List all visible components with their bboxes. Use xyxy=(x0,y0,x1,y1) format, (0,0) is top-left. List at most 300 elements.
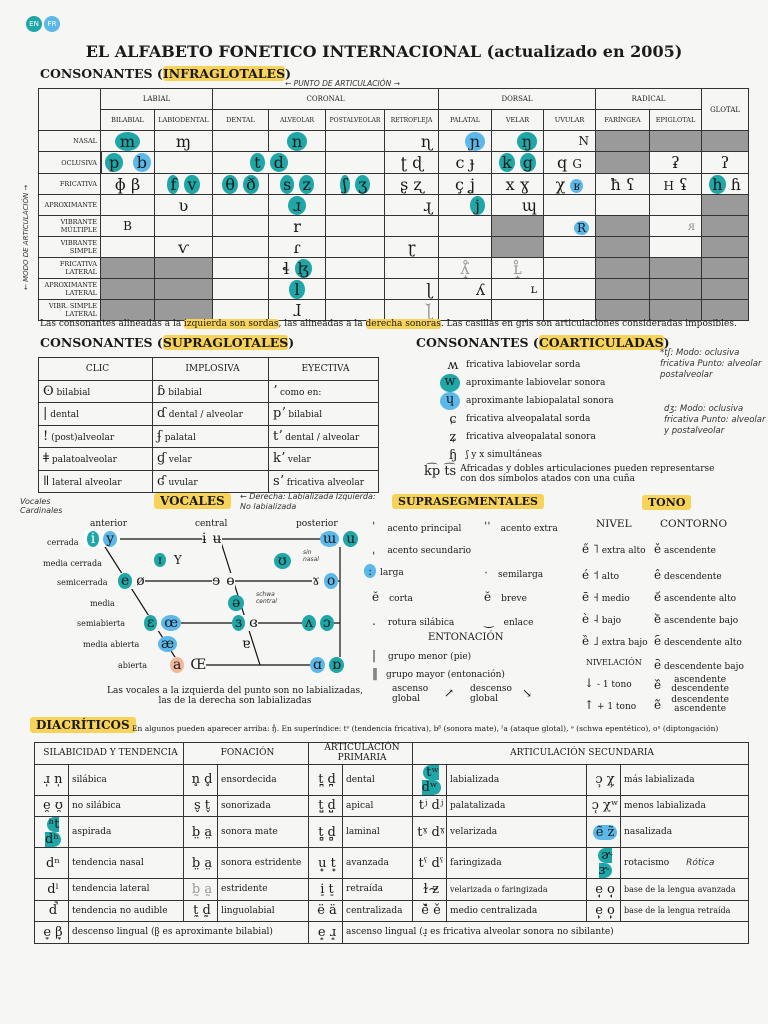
supra-symbol[interactable]: ĕ xyxy=(484,590,492,604)
supra-label: enlace xyxy=(503,618,534,628)
supra-symbol[interactable]: ˌ xyxy=(372,542,376,556)
diacritic-symbol[interactable]: t̼ d̼ xyxy=(184,900,218,922)
row-cerrada: cerrada xyxy=(47,538,79,547)
ipa-symbol[interactable]: n xyxy=(287,132,307,151)
ipa-symbol[interactable]: ʕ xyxy=(625,174,635,194)
diacritic-symbol[interactable]: t̻ d̻ xyxy=(309,817,343,848)
tone-nivel-heading: NIVEL xyxy=(596,518,632,530)
tone-label: descendente ascendente xyxy=(671,695,729,714)
ipa-symbol[interactable]: x xyxy=(505,174,515,194)
diacritic-symbol[interactable]: tˠ dˠ xyxy=(413,817,447,848)
vowel-symbol[interactable]: ø xyxy=(136,573,145,589)
tone-symbol[interactable]: ȅ ˩ xyxy=(582,634,599,648)
ipa-symbol[interactable]: ɖ xyxy=(412,153,423,172)
ipa-symbol[interactable]: v xyxy=(184,175,199,194)
tone-heading: TONO xyxy=(642,496,691,509)
item-label: ʃ y x simultáneas xyxy=(466,450,542,460)
diacritic-symbol[interactable]: ɔ̹ χ̹ xyxy=(587,764,621,795)
diacritic-label: menos labializada xyxy=(621,795,749,817)
ipa-symbol[interactable]: ŋ xyxy=(517,132,537,151)
ipa-symbol[interactable]: ʐ xyxy=(413,174,423,194)
row-fricative xyxy=(39,174,749,195)
ejective-label: bilabial xyxy=(288,410,323,421)
vowel-symbol[interactable]: ə xyxy=(228,595,244,611)
ipa-symbol[interactable]: ɾ xyxy=(269,237,326,258)
diacritic-symbol[interactable]: b̤ a̤ xyxy=(184,817,218,848)
diacritic-label: no silábica xyxy=(69,795,184,817)
tone-symbol[interactable]: ē ˧ xyxy=(582,590,599,604)
col-silabicidad: SILABICIDAD Y TENDENCIA xyxy=(35,743,184,765)
ipa-symbol[interactable]: h xyxy=(709,175,725,194)
diacritic-label: base de la lengua avanzada xyxy=(621,879,749,901)
vowel-symbol[interactable]: ɔ xyxy=(320,615,334,631)
place-dental: DENTAL xyxy=(213,110,269,131)
ipa-symbol[interactable]: ð xyxy=(243,175,259,194)
ipa-symbol[interactable]: ɽ xyxy=(385,237,439,258)
ipa-symbol[interactable]: N xyxy=(544,131,596,152)
vowel-symbol[interactable]: ɯ xyxy=(320,531,339,547)
manner-label: APROXIMANTE LATERAL xyxy=(39,279,101,300)
diacritic-label: faringizada xyxy=(447,848,587,879)
ipa-symbol[interactable]: ᴙ xyxy=(650,216,702,237)
row-media-cerrada: media cerrada xyxy=(43,559,102,568)
tone-label: bajo xyxy=(601,616,622,626)
diacritic-symbol[interactable]: e̙ o̙ xyxy=(587,900,621,922)
manner-label: APROXIMANTE xyxy=(39,195,101,216)
diacritic-label: descenso lingual (β̞ es aproximante bilabial) xyxy=(69,922,309,944)
ipa-symbol[interactable]: l xyxy=(289,280,304,299)
tone-label: alto xyxy=(601,572,619,582)
diacritic-label: avanzada xyxy=(343,848,413,879)
tone-label: + 1 tono xyxy=(596,702,637,712)
ipa-symbol[interactable]: f xyxy=(167,175,179,194)
ipa-symbol[interactable]: ɦ xyxy=(730,174,741,194)
diacritic-symbol[interactable]: d̚ xyxy=(35,900,69,922)
diacritic-label: ascenso lingual (ɹ̝ es fricativa alveolar sonora no sibilante) xyxy=(343,922,749,944)
diacritic-symbol[interactable]: ɚ ɝ xyxy=(598,848,613,878)
click-label: lateral alveolar xyxy=(52,477,122,488)
ipa-symbol[interactable]: s xyxy=(280,175,294,194)
ipa-symbol[interactable]: z xyxy=(299,175,313,194)
ipa-symbol[interactable]: ʡ xyxy=(650,152,702,174)
diacritic-label: apical xyxy=(343,795,413,817)
implosive-label: bilabial xyxy=(168,387,202,398)
tone-symbol[interactable]: e᷇ xyxy=(654,634,662,648)
diacritic-label: rotacismo xyxy=(624,858,670,868)
ipa-symbol[interactable]: w xyxy=(440,374,460,392)
ipa-symbol[interactable]: m xyxy=(115,132,140,151)
ipa-symbol[interactable]: ʢ xyxy=(679,174,688,194)
diacritic-symbol[interactable]: e̝ ɹ̝ xyxy=(309,922,343,944)
ipa-symbol[interactable]: G xyxy=(572,157,582,171)
ipa-symbol[interactable]: θ xyxy=(222,175,238,194)
supra-symbol[interactable]: ‖ xyxy=(372,666,378,680)
tone-panel xyxy=(582,516,762,716)
diacritic-symbol[interactable]: ʰt dʰ xyxy=(45,817,60,847)
ipa-symbol[interactable]: H xyxy=(663,178,674,193)
vowel-pair-close-mid-back xyxy=(312,573,338,589)
ipa-symbol[interactable]: ɥ xyxy=(440,392,460,410)
col-anterior: anterior xyxy=(90,519,128,529)
supra-symbol[interactable]: . xyxy=(372,614,376,628)
ipa-symbol[interactable]: j xyxy=(470,196,485,215)
vowel-pair-close-mid-front xyxy=(118,573,145,589)
vowel-symbol[interactable]: ɨ xyxy=(202,531,207,547)
click-symbol[interactable]: ! xyxy=(43,428,49,444)
diacritic-symbol[interactable]: e̘ o̘ xyxy=(587,879,621,901)
diacritic-label: estridente xyxy=(218,879,309,901)
click-symbol[interactable]: ǂ xyxy=(43,451,49,467)
supra-symbol[interactable]: ↗ xyxy=(444,686,455,700)
implosive-symbol[interactable]: ɓ xyxy=(157,383,166,399)
diacritic-symbol[interactable]: ɔ̜ χʷ xyxy=(587,795,621,817)
supra-symbol[interactable]: | xyxy=(372,648,377,662)
vowel-symbol[interactable]: i xyxy=(87,531,99,547)
ipa-symbol[interactable]: ʁ xyxy=(570,179,583,193)
handwritten-rotica: Rótica xyxy=(686,858,715,868)
tone-symbol[interactable]: e᷅ xyxy=(654,612,662,626)
ipa-symbol[interactable]: ɳ xyxy=(385,131,439,152)
vowel-symbol[interactable]: ɑ xyxy=(310,657,325,673)
vowel-pair-open-mid-back xyxy=(302,615,334,631)
row-tap xyxy=(39,237,749,258)
implosive-label: uvular xyxy=(168,477,198,488)
vowel-symbol[interactable]: œ xyxy=(161,615,181,631)
implosive-label: dental / alveolar xyxy=(168,410,243,421)
diacritic-symbol[interactable]: s̬ t̬ xyxy=(184,795,218,817)
vowel-pair-open-mid-front xyxy=(144,615,181,631)
vowel-symbol[interactable]: ʉ xyxy=(212,531,222,547)
diacritic-symbol[interactable]: ɹ̩ n̩ xyxy=(35,764,69,795)
tone-symbol[interactable]: è ˨ xyxy=(582,612,599,626)
vowel-symbol[interactable]: ɒ xyxy=(329,657,344,673)
vowel-symbol[interactable]: y xyxy=(103,531,117,547)
affricate-text: Africadas y dobles articulaciones pueden representarse con dos símbolos atados con una cuña xyxy=(460,464,715,484)
nonpulmonic-heading: CONSONANTES (SUPRAGLOTALES) xyxy=(40,335,295,350)
ipa-symbol[interactable]: ɮ xyxy=(295,259,312,278)
ipa-symbol[interactable]: g xyxy=(520,153,536,172)
manner-label: FRICATIVA xyxy=(39,174,101,195)
ejective-symbol[interactable]: tʼ xyxy=(273,428,283,444)
diacritic-symbol[interactable]: ĕ̽ ě xyxy=(413,900,447,922)
vowel-symbol[interactable]: ɞ xyxy=(249,615,258,631)
vowel-symbol[interactable]: ɐ xyxy=(242,636,251,652)
diacritic-symbol[interactable]: i̠ t̠ xyxy=(309,879,343,901)
ejective-symbol[interactable]: sʼ xyxy=(273,473,284,489)
diacritic-label: labializada xyxy=(447,764,587,795)
affricate-symbols: k͡p t͡s xyxy=(424,464,457,479)
diacritic-symbol[interactable]: n̥ d̥ xyxy=(184,764,218,795)
language-switcher xyxy=(26,16,60,32)
diacritic-symbol[interactable]: dˡ xyxy=(35,879,69,901)
vowel-symbol[interactable]: ɵ xyxy=(226,573,235,589)
handwritten-cardinals: Vocales Cardinales xyxy=(20,497,63,515)
diacritic-symbol[interactable]: ẽ z̃ xyxy=(593,825,618,840)
list-item xyxy=(440,356,640,374)
supra-label: acento secundario xyxy=(387,546,472,556)
diacritic-label: velarizada xyxy=(447,817,587,848)
ipa-symbol[interactable]: p xyxy=(105,153,123,172)
col-posterior: posterior xyxy=(296,519,338,529)
supra-list xyxy=(368,518,572,708)
ipa-symbol[interactable]: β xyxy=(130,174,141,194)
ipa-symbol[interactable]: d xyxy=(270,153,288,172)
tone-symbol[interactable]: e᷉ xyxy=(654,698,662,712)
tone-symbol[interactable]: e᷄ xyxy=(654,590,662,604)
col-art-primaria: ARTICULACIÓN PRIMARIA xyxy=(309,743,413,765)
col-central: central xyxy=(195,519,228,529)
handwritten-place-note: ← PUNTO DE ARTICULACIÓN → xyxy=(285,79,400,88)
diacritic-label: tendencia no audible xyxy=(69,900,184,922)
tone-symbol[interactable]: ě xyxy=(654,542,662,556)
click-symbol[interactable]: ʘ xyxy=(43,383,54,399)
supra-label: descenso global xyxy=(470,684,512,704)
place-alveolar: ALVEOLAR xyxy=(269,110,326,131)
ipa-symbol[interactable]: ʎ xyxy=(439,279,492,300)
ipa-symbol[interactable]: q xyxy=(557,153,568,172)
diacritic-label: centralizada xyxy=(343,900,413,922)
ipa-symbol[interactable]: ʔ xyxy=(702,152,749,174)
diacritic-symbol[interactable]: tʷ dʷ xyxy=(421,764,439,795)
ejective-symbol[interactable]: kʼ xyxy=(273,451,286,467)
handwritten-manner-note: ← MODO DE ARTICULACIÓN → xyxy=(22,184,30,290)
row-lateral-tap: VIBR. SIMPLE LATERAL ɺ ɭ̆ xyxy=(39,300,749,321)
ipa-symbol[interactable]: R xyxy=(574,221,589,235)
place-postalveolar: POSTALVEOLAR xyxy=(326,110,385,131)
supra-symbol[interactable]: ‿ xyxy=(484,614,494,628)
tone-symbol[interactable]: e᷈ xyxy=(654,678,662,692)
ipa-symbol[interactable]: ⱱ xyxy=(155,237,213,258)
ipa-symbol[interactable]: k xyxy=(499,153,515,172)
ipa-symbol[interactable]: ɻ xyxy=(385,195,439,216)
list-item xyxy=(440,374,640,392)
place-palatal: PALATAL xyxy=(439,110,492,131)
tone-label: ascendente alto xyxy=(663,594,737,604)
ejective-symbol[interactable]: ʼ xyxy=(273,383,278,399)
vowel-symbol[interactable]: o xyxy=(324,573,338,589)
ipa-symbol[interactable]: c xyxy=(455,153,465,172)
supra-symbol[interactable]: ĕ xyxy=(372,590,380,604)
implosive-symbol[interactable]: ʛ xyxy=(157,473,166,489)
handwritten-rounding-note: ← Derecha: Labializada Izquierda: No labializada xyxy=(240,492,376,511)
handwritten-schwa: schwa central xyxy=(256,591,277,605)
click-symbol[interactable]: | xyxy=(43,406,48,422)
ipa-symbol[interactable]: t xyxy=(250,153,264,172)
ejective-symbol[interactable]: pʼ xyxy=(273,406,286,422)
col-fonacion: FONACIÓN xyxy=(184,743,309,765)
handwritten-small: sin nasal xyxy=(303,549,319,563)
vowel-symbol[interactable]: ʊ xyxy=(274,553,291,569)
vowel-symbol[interactable]: Y xyxy=(173,553,182,567)
ipa-symbol[interactable]: ʂ xyxy=(400,174,409,194)
vowel-pair-back-close xyxy=(320,531,358,547)
supra-symbol[interactable]: ː xyxy=(364,564,376,578)
place-uvular: UVULAR xyxy=(544,110,596,131)
diacritic-symbol[interactable]: e̞ β̞ xyxy=(35,922,69,944)
row-lateral-approximant xyxy=(39,279,749,300)
tone-symbol[interactable]: e̋ ˥ xyxy=(582,542,599,556)
ipa-symbol[interactable]: ʝ xyxy=(469,174,475,194)
ipa-symbol[interactable]: ʍ xyxy=(447,357,459,373)
row-nasal xyxy=(39,131,749,152)
tone-label: ascendente descendente xyxy=(671,675,729,694)
ipa-symbol[interactable]: ɲ xyxy=(465,132,485,151)
supra-symbol[interactable]: ˈˈ xyxy=(484,520,491,534)
vowel-symbol[interactable]: e xyxy=(118,573,132,589)
implosive-label: palatal xyxy=(164,432,196,443)
ipa-symbol[interactable]: ɕ xyxy=(449,411,457,427)
diacritic-symbol[interactable]: tʲ dʲ xyxy=(413,795,447,817)
ipa-symbol[interactable]: r xyxy=(269,216,326,237)
tone-symbol[interactable]: e᷆ xyxy=(654,658,662,672)
tone-symbol[interactable]: ê xyxy=(654,568,662,582)
vowel-symbol[interactable]: ɘ xyxy=(212,573,221,589)
diacritic-symbol[interactable]: t̪ d̪ xyxy=(309,764,343,795)
ipa-symbol[interactable]: ʈ xyxy=(400,153,407,172)
vowel-symbol[interactable]: ʌ xyxy=(302,615,316,631)
ipa-symbol[interactable]: ɰ xyxy=(492,195,544,216)
implosive-symbol[interactable]: ɠ xyxy=(157,451,166,467)
group-dorsal: DORSAL xyxy=(439,89,596,110)
diacritic-symbol[interactable]: tˤ dˤ xyxy=(413,848,447,879)
diacritic-label: velarizada o faringizada xyxy=(447,879,587,901)
click-label: dental xyxy=(50,410,80,421)
vowel-caption: Las vocales a la izquierda del punto son no labializadas, las de la derecha son labializadas xyxy=(107,686,363,706)
diacritic-label: silábica xyxy=(69,764,184,795)
ipa-symbol[interactable]: ɧ xyxy=(448,447,458,463)
handwritten-note-dzh: dʒ: Modo: oclusiva fricativa Punto: alveolar y postalveolar xyxy=(664,404,766,436)
ipa-symbol[interactable]: B xyxy=(101,216,155,237)
tone-nivelacion-heading: NIVELACIÓN xyxy=(586,658,642,667)
coarticulated-heading: CONSONANTES (COARTICULADAS) xyxy=(416,335,670,350)
supra-label: larga xyxy=(380,568,404,578)
ipa-symbol[interactable]: ɹ xyxy=(288,196,306,215)
place-bilabial: BILABIAL xyxy=(101,110,155,131)
ipa-symbol[interactable]: ɭ xyxy=(385,279,439,300)
vowel-symbol[interactable]: a xyxy=(170,657,184,673)
tone-label: medio xyxy=(601,594,630,604)
vowel-symbol[interactable]: ɤ xyxy=(312,573,320,589)
diacritic-label: base de la lengua retraída xyxy=(621,900,749,922)
lang-en-button[interactable]: EN xyxy=(26,16,42,32)
diacritic-label: medio centralizada xyxy=(447,900,587,922)
manner-label: VIBRANTE MÚLTIPLE xyxy=(39,216,101,237)
ipa-symbol[interactable]: ɺ xyxy=(269,300,326,321)
implosive-symbol[interactable]: ʄ xyxy=(157,428,162,444)
row-semiabierta: semiabierta xyxy=(77,619,125,628)
group-radical: RADICAL xyxy=(596,89,702,110)
ipa-symbol[interactable]: ʋ xyxy=(155,195,213,216)
pulmonic-footnote: Las consonantes alineadas a la izquierda son sordas, las alineadas a la derecha sonoras. Las casillas en gris son articulaciones consideradas imposibles. xyxy=(40,319,737,329)
vowel-pair-close-mid-central xyxy=(212,573,235,589)
ipa-symbol[interactable]: ç xyxy=(455,174,465,194)
diacritic-symbol[interactable]: e̯ ʊ̯ xyxy=(35,795,69,817)
ipa-symbol[interactable]: ħ xyxy=(610,174,621,194)
supra-label: breve xyxy=(501,594,527,604)
manner-label: FRICATIVA LATERAL xyxy=(39,258,101,279)
list-item xyxy=(440,392,640,410)
lang-fr-button[interactable]: FR xyxy=(44,16,60,32)
vowel-chart xyxy=(20,515,365,685)
tone-symbol[interactable]: ↓ xyxy=(584,676,595,690)
vowel-symbol[interactable]: Œ xyxy=(190,657,207,673)
diacritic-symbol[interactable]: ë ä xyxy=(309,900,343,922)
tone-label: ascendente xyxy=(663,546,716,556)
nonpulmonic-table xyxy=(38,357,379,493)
click-symbol[interactable]: ǁ xyxy=(43,473,50,489)
vowel-symbol[interactable]: ɛ xyxy=(144,615,157,631)
item-label: fricativa labiovelar sorda xyxy=(466,360,581,370)
diacritic-symbol[interactable]: t̺ d̺ xyxy=(309,795,343,817)
diacritic-symbol[interactable]: ɫ z̴ xyxy=(413,879,447,901)
vowels-heading: VOCALES xyxy=(154,494,231,508)
row-media: media xyxy=(90,599,115,608)
diacritic-label: tendencia lateral xyxy=(69,879,184,901)
ejective-label: fricativa alveolar xyxy=(286,477,365,488)
supra-symbol[interactable]: ˈ xyxy=(372,520,376,534)
ipa-symbol[interactable]: ɣ xyxy=(519,174,530,194)
vowel-symbol[interactable]: ɪ xyxy=(154,553,166,567)
row-approximant xyxy=(39,195,749,216)
row-abierta: abierta xyxy=(118,661,147,670)
row-lateral-fricative: FRICATIVA LATERAL ɬ ɮ ʎ̝̊ ʟ̝̊ xyxy=(39,258,749,279)
ipa-symbol[interactable]: ɸ xyxy=(114,174,126,194)
intonation-heading: ENTONACIÓN xyxy=(428,632,504,643)
row-media-abierta: media abierta xyxy=(83,640,140,649)
item-label: aproximante labiopalatal sonora xyxy=(466,396,614,406)
ipa-symbol[interactable]: b xyxy=(133,153,151,172)
diacritic-symbol[interactable]: b̤ a̤ xyxy=(184,848,218,879)
diacritic-symbol[interactable]: dⁿ xyxy=(35,848,69,879)
tone-symbol[interactable]: é ˦ xyxy=(582,568,599,582)
tone-symbol[interactable]: ↑ xyxy=(584,698,595,712)
row-trill xyxy=(39,216,749,237)
vowel-symbol[interactable]: æ xyxy=(158,636,177,652)
implosive-symbol[interactable]: ɗ xyxy=(157,406,166,422)
diacritic-label: sonora estridente xyxy=(218,848,309,879)
ipa-symbol[interactable]: χ xyxy=(555,174,566,194)
vowel-turned-a xyxy=(242,636,250,652)
diacritic-symbol[interactable]: u̟ t̟ xyxy=(309,848,343,879)
place-retroflex: RETROFLEJA xyxy=(385,110,439,131)
ipa-symbol[interactable]: ʑ xyxy=(449,429,457,445)
vowel-symbol[interactable]: ɜ xyxy=(232,615,245,631)
ipa-symbol[interactable]: ʒ xyxy=(355,175,370,194)
manner-label: VIBRANTE SIMPLE xyxy=(39,237,101,258)
tone-label: ascendente bajo xyxy=(663,616,739,626)
manner-label: VIBR. SIMPLE LATERAL xyxy=(39,300,101,321)
ipa-symbol[interactable]: ɬ xyxy=(282,258,290,278)
vowel-pair-open-back xyxy=(310,657,344,673)
diacritic-label: laminal xyxy=(343,817,413,848)
ipa-symbol[interactable]: ʟ xyxy=(492,279,544,300)
vowel-symbol[interactable]: u xyxy=(343,531,358,547)
supra-symbol[interactable]: ↘ xyxy=(522,686,533,700)
supra-symbol[interactable]: ˑ xyxy=(484,566,489,580)
ipa-symbol[interactable]: ʃ xyxy=(340,175,350,194)
list-item xyxy=(440,428,640,446)
supra-label: ascenso global xyxy=(392,684,429,704)
tone-label: extra bajo xyxy=(601,638,648,648)
place-pharyngeal: FARÍNGEA xyxy=(596,110,650,131)
list-item xyxy=(440,410,640,428)
ipa-symbol[interactable]: ɟ xyxy=(469,153,475,172)
diacritic-symbol[interactable]: b̰ a̰ xyxy=(184,879,218,901)
col-clic: CLIC xyxy=(39,358,153,381)
place-velar: VELAR xyxy=(492,110,544,131)
ipa-symbol[interactable]: ɱ xyxy=(155,131,213,152)
vowel-pair-open-front xyxy=(170,657,206,673)
